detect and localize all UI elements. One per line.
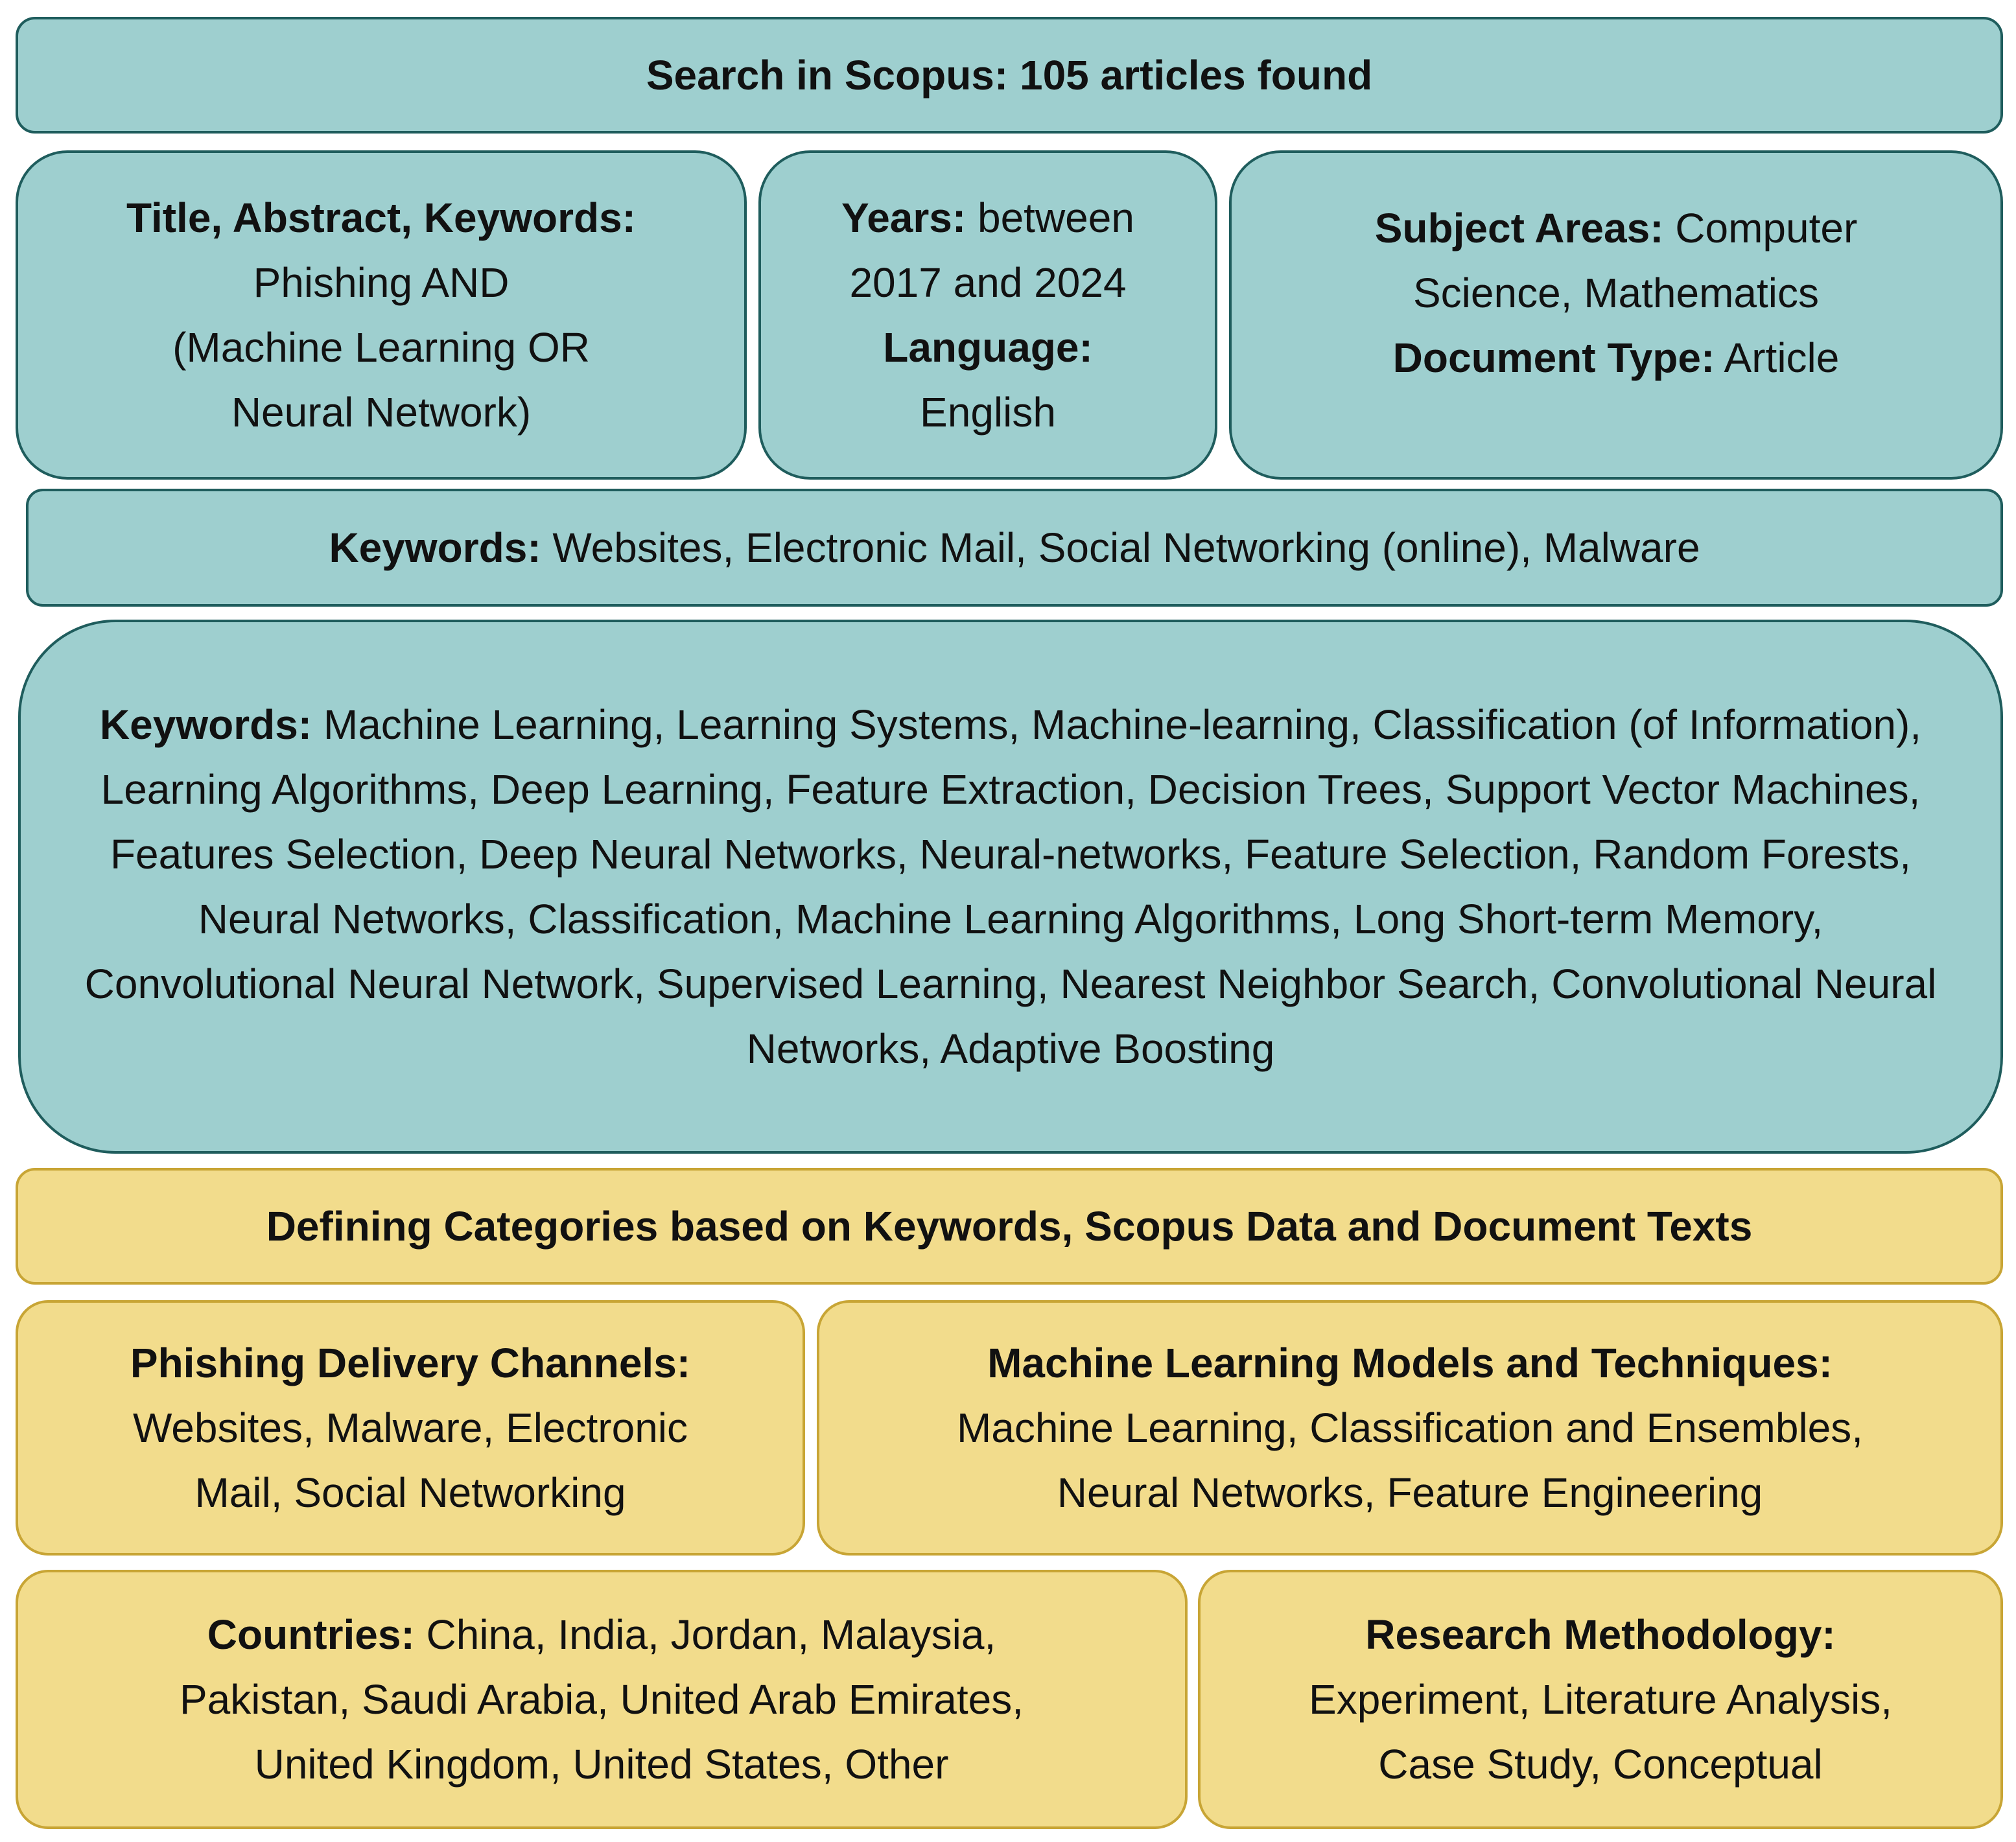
- categories-title: Defining Categories based on Keywords, Scopus Data and Document Texts: [266, 1203, 1753, 1250]
- doctype-value: Article: [1715, 334, 1840, 381]
- countries-label: Countries:: [207, 1611, 415, 1658]
- categories-header-box: [16, 1168, 2003, 1285]
- title-abstract-line3: Neural Network): [231, 389, 532, 436]
- phishing-line1: Websites, Malware, Electronic: [133, 1405, 688, 1451]
- keywords1-text: Websites, Electronic Mail, Social Networking (online), Malware: [541, 524, 1700, 571]
- research-label: Research Methodology:: [1365, 1611, 1836, 1658]
- subject-doctype-box: [1229, 150, 2003, 480]
- doctype-line: [1393, 325, 1840, 390]
- ml-label: Machine Learning Models and Techniques:: [987, 1340, 1833, 1386]
- ml-models-box: [817, 1300, 2003, 1556]
- research-methodology-box: [1198, 1570, 2003, 1829]
- years-line: [841, 185, 1134, 250]
- title-abstract-label: Title, Abstract, Keywords:: [126, 194, 636, 241]
- research-line1: Experiment, Literature Analysis,: [1309, 1676, 1892, 1723]
- years-text1: between: [966, 194, 1134, 241]
- countries-text1: China, India, Jordan, Malaysia,: [414, 1611, 996, 1658]
- doctype-label: Document Type:: [1392, 334, 1715, 381]
- keywords2-text: [78, 692, 1943, 1081]
- keywords1-line: [329, 515, 1700, 580]
- countries-box: [16, 1570, 1188, 1829]
- phishing-channels-box: [16, 1300, 805, 1556]
- search-box: [16, 17, 2003, 134]
- countries-line3: United Kingdom, United States, Other: [254, 1741, 949, 1788]
- language-label: Language:: [883, 324, 1093, 371]
- language-value: English: [920, 389, 1056, 436]
- years-range: 2017 and 2024: [849, 259, 1127, 306]
- years-language-box: [758, 150, 1217, 480]
- countries-line1: [207, 1602, 996, 1667]
- ml-line2: Neural Networks, Feature Engineering: [1057, 1469, 1763, 1516]
- keywords2-body: Machine Learning, Learning Systems, Machine-learning, Classification (of Information), Learning Algorithms, Deep Learning, Feature Extraction, Decision Trees, Support Vector Machines, Features Selection, Deep Neural Networks, Neural-networks, Feature Selection, Random Forests, Neural Networks, Classification, Machine Learning Algorithms, Long Short-term Memory, Convolutional Neural Network, Supervised Learning, Nearest Neighbor Search, Convolutional Neural Networks, Adaptive Boosting: [84, 701, 1937, 1072]
- phishing-label: Phishing Delivery Channels:: [130, 1340, 691, 1386]
- subject-text2: Science, Mathematics: [1412, 270, 1820, 316]
- ml-line1: Machine Learning, Classification and Ensembles,: [956, 1405, 1864, 1451]
- research-line2: Case Study, Conceptual: [1378, 1741, 1823, 1788]
- keywords-box-1: [26, 489, 2003, 607]
- subject-label: Subject Areas:: [1374, 205, 1664, 251]
- keywords2-label: Keywords:: [99, 701, 312, 748]
- subject-line: [1375, 196, 1858, 261]
- phishing-line2: Mail, Social Networking: [194, 1469, 626, 1516]
- search-title: Search in Scopus: 105 articles found: [646, 52, 1373, 99]
- title-abstract-line1: Phishing AND: [253, 259, 510, 306]
- years-label: Years:: [841, 194, 967, 241]
- title-abstract-line2: (Machine Learning OR: [172, 324, 590, 371]
- keywords-box-2: [18, 620, 2003, 1154]
- countries-line2: Pakistan, Saudi Arabia, United Arab Emirates,: [179, 1676, 1024, 1723]
- subject-text1: Computer: [1663, 205, 1858, 251]
- keywords1-label: Keywords:: [329, 524, 541, 571]
- title-abstract-box: [16, 150, 747, 480]
